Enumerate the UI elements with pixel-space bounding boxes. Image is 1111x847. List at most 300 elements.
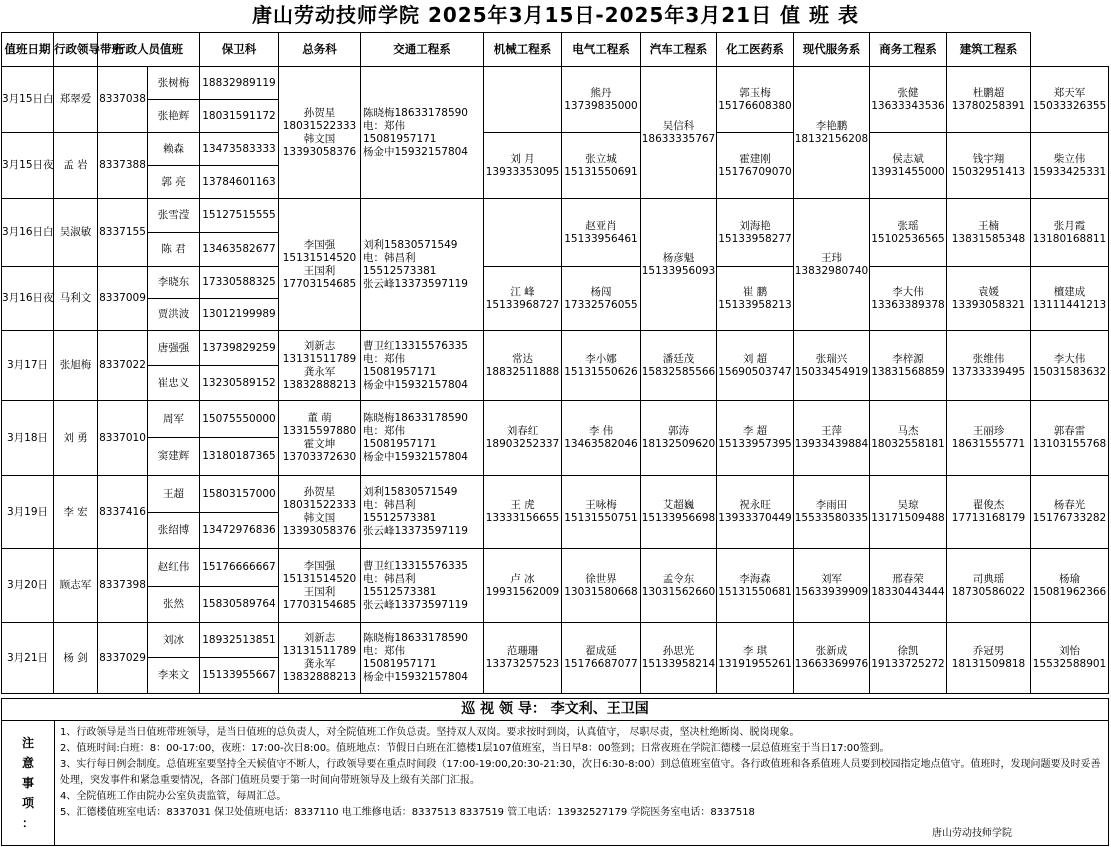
staff-name: 张艳辉 — [148, 100, 200, 133]
staff-name: 周军 — [148, 401, 200, 438]
dianqi-cell — [641, 476, 717, 549]
huagong-name: 李艳鹏 — [815, 119, 848, 132]
note-item: 4、全院值班工作由院办公室负责监管，每周汇总。 — [60, 791, 287, 802]
huagong-phone: 13832980740 — [794, 264, 869, 277]
baowei-line: 13393058376 — [282, 525, 357, 537]
table-row — [2, 476, 1109, 513]
shangwu-phone: 18131509818 — [951, 658, 1026, 670]
xiandai-cell — [870, 199, 947, 267]
leader-phone: 8337155 — [98, 199, 148, 267]
dianqi-name: 杨彦魁 — [662, 251, 695, 264]
jianzhu-cell — [1031, 401, 1109, 476]
notes-label-char: 意 — [21, 756, 34, 770]
zongwu-line: 杨金中15932157804 — [363, 671, 468, 683]
zongwu-line: 曹卫红13315576335 — [363, 339, 468, 352]
jixie-name: 李 伟 — [588, 425, 614, 437]
baowei-line: 韩文国 — [303, 512, 336, 524]
shangwu-name: 王楠 — [978, 219, 999, 232]
zongwu-line: 杨金中15932157804 — [363, 378, 468, 391]
baowei-line: 刘新志 — [303, 632, 336, 644]
staff-phone: 13472976836 — [200, 513, 279, 549]
leader-name: 顾志军 — [54, 549, 98, 623]
jixie-name: 王咏梅 — [585, 499, 617, 511]
baowei-cell — [279, 549, 361, 623]
leader-phone: 8337388 — [98, 133, 148, 199]
baowei-line: 李国强 — [303, 238, 336, 251]
zongwu-line: 曹卫红13315576335 — [363, 559, 468, 572]
zongwu-line: 张云峰13373597119 — [363, 525, 468, 537]
xiandai-name: 邢春荣 — [892, 572, 924, 585]
xiandai-cell — [870, 331, 947, 401]
jiaotong-phone: 13373257523 — [485, 658, 560, 670]
baowei-cell — [279, 476, 361, 549]
huagong-cell — [794, 401, 870, 476]
notes-label-char: ： — [21, 816, 34, 830]
baowei-line: 13393058376 — [282, 145, 357, 158]
huagong-cell — [794, 199, 870, 331]
xiandai-name: 张瑶 — [897, 219, 919, 232]
baowei-cell — [279, 401, 361, 476]
jiaotong-name: 江 峰 — [510, 285, 535, 298]
school-signature: 唐山劳动技师学院 — [932, 828, 1012, 839]
zongwu-line: 15512573381 — [363, 585, 437, 598]
shangwu-phone: 18730586022 — [951, 585, 1026, 598]
jianzhu-cell — [1031, 549, 1109, 623]
staff-phone: 15176666667 — [200, 549, 279, 587]
column-header: 机械工程系 — [484, 33, 562, 67]
huagong-phone: 18132156208 — [794, 132, 869, 145]
leader-name: 杨 剑 — [54, 623, 98, 694]
jixie-cell — [562, 401, 641, 476]
shangwu-name: 张维伟 — [972, 352, 1005, 365]
zongwu-line: 陈晓梅18633178590 — [363, 106, 468, 119]
staff-name: 贾洪波 — [148, 299, 200, 331]
jianzhu-cell — [1031, 623, 1109, 694]
zongwu-line: 电：韩昌利 — [363, 572, 416, 585]
table-row — [2, 549, 1109, 587]
zongwu-cell — [361, 476, 484, 549]
jianzhu-name: 郭春雷 — [1053, 425, 1086, 437]
zongwu-line: 电：韩昌利 — [363, 251, 416, 264]
qiche-phone: 13191955261 — [718, 658, 792, 670]
jianzhu-phone: 15933425331 — [1032, 165, 1107, 178]
huagong-name: 王萍 — [821, 425, 842, 437]
jixie-phone: 15133956461 — [564, 232, 638, 245]
qiche-cell — [717, 267, 794, 331]
staff-phone: 13739829259 — [200, 331, 279, 366]
shangwu-name: 王丽珍 — [972, 425, 1005, 437]
column-header: 建筑工程系 — [947, 33, 1031, 67]
jiaotong-name: 刘 月 — [510, 152, 535, 165]
notes-label-char: 事 — [21, 776, 34, 790]
shangwu-name: 乔冠男 — [972, 645, 1005, 657]
jixie-cell — [562, 623, 641, 694]
shangwu-cell — [947, 401, 1031, 476]
zongwu-line: 陈晓梅18633178590 — [363, 412, 468, 424]
staff-name: 陈 君 — [148, 233, 200, 267]
jianzhu-phone: 15081962366 — [1032, 585, 1107, 598]
qiche-cell — [717, 331, 794, 401]
leader-name: 吴淑敏 — [54, 199, 98, 267]
baowei-line: 13832888213 — [282, 378, 357, 391]
huagong-cell — [794, 623, 870, 694]
zongwu-line: 杨金中15932157804 — [363, 451, 468, 463]
baowei-line: 13131511789 — [282, 352, 357, 365]
baowei-cell — [279, 199, 361, 331]
zongwu-cell — [361, 401, 484, 476]
jiaotong-cell — [484, 67, 562, 133]
staff-phone: 13012199989 — [200, 299, 279, 331]
staff-phone: 18932513851 — [200, 623, 279, 658]
leader-phone: 8337416 — [98, 476, 148, 549]
xiandai-phone: 15102536565 — [871, 232, 945, 245]
shangwu-phone: 15032951413 — [951, 165, 1026, 178]
table-row — [2, 331, 1109, 366]
jixie-phone: 15176687077 — [564, 658, 638, 670]
staff-phone: 13230589152 — [200, 366, 279, 401]
xiandai-name: 侯志斌 — [892, 152, 924, 165]
zongwu-cell — [361, 331, 484, 401]
date-cell: 3月18日 — [2, 401, 54, 476]
jiaotong-name: 常达 — [512, 352, 533, 365]
zongwu-cell — [361, 67, 484, 199]
huagong-phone: 15533580335 — [794, 512, 869, 524]
huagong-name: 刘军 — [821, 572, 842, 585]
leader-phone: 8337398 — [98, 549, 148, 623]
column-header: 现代服务系 — [794, 33, 870, 67]
staff-phone: 15075550000 — [200, 401, 279, 438]
dianqi-cell — [641, 549, 717, 623]
jixie-cell — [562, 331, 641, 401]
baowei-line: 龚永军 — [303, 658, 336, 670]
jianzhu-cell — [1031, 476, 1109, 549]
dianqi-phone: 15133956698 — [641, 512, 716, 524]
baowei-line: 13131511789 — [282, 645, 357, 657]
jiaotong-phone: 18903252337 — [485, 438, 560, 450]
baowei-cell — [279, 67, 361, 199]
jiaotong-phone: 18832511888 — [485, 365, 560, 378]
jiaotong-cell — [484, 267, 562, 331]
staff-phone: 13473583333 — [200, 133, 279, 166]
jianzhu-name: 杨春光 — [1053, 499, 1086, 511]
jiaotong-phone: 13333156655 — [485, 512, 560, 524]
baowei-line: 李国强 — [303, 559, 336, 572]
jixie-phone: 13463582046 — [564, 438, 638, 450]
table-row — [2, 267, 1109, 299]
xiandai-cell — [870, 67, 947, 133]
duty-table — [1, 32, 1109, 694]
huagong-phone: 15633939909 — [794, 585, 869, 598]
jixie-cell — [562, 199, 641, 267]
qiche-name: 李 超 — [742, 425, 768, 437]
xiandai-phone: 18330443444 — [871, 585, 945, 598]
qiche-name: 郭玉梅 — [739, 86, 771, 99]
jianzhu-phone: 13111441213 — [1032, 298, 1107, 311]
shangwu-phone: 13780258391 — [951, 99, 1026, 112]
date-cell: 3月17日 — [2, 331, 54, 401]
qiche-phone: 15133957395 — [718, 438, 792, 450]
date-cell: 3月19日 — [2, 476, 54, 549]
notes-body — [60, 725, 1104, 821]
table-row — [2, 67, 1109, 100]
jixie-name: 赵亚肖 — [585, 219, 617, 232]
note-item: 5、汇德楼值班室电话：8337031 保卫处值班电话：8337110 电工维修电话：8337513 8337519 管工电话：13932527179 学院医务室电话：8337518 — [60, 807, 755, 818]
table-row — [2, 401, 1109, 438]
baowei-line: 17703154685 — [282, 598, 357, 611]
huagong-phone: 13663369976 — [794, 658, 869, 670]
zongwu-line: 刘利15830571549 — [363, 238, 458, 251]
jiaotong-cell — [484, 401, 562, 476]
jianzhu-name: 檀建成 — [1053, 285, 1086, 298]
jiaotong-phone: 13933353095 — [485, 165, 560, 178]
jixie-cell — [562, 133, 641, 199]
huagong-cell — [794, 476, 870, 549]
zongwu-line: 电：韩昌利 — [363, 499, 416, 511]
jixie-name: 张立城 — [585, 152, 617, 165]
zongwu-line: 15512573381 — [363, 512, 437, 524]
staff-name: 王超 — [148, 476, 200, 513]
huagong-name: 李雨田 — [815, 499, 848, 511]
staff-phone: 17330588325 — [200, 267, 279, 299]
qiche-phone: 15690503747 — [718, 365, 792, 378]
jiaotong-name: 刘春红 — [506, 425, 539, 437]
baowei-line: 13315597880 — [282, 425, 357, 437]
baowei-line: 韩文国 — [303, 132, 336, 145]
baowei-line: 18031522333 — [282, 499, 357, 511]
dianqi-phone: 15133958214 — [641, 658, 716, 670]
staff-name: 李来文 — [148, 658, 200, 694]
shangwu-cell — [947, 133, 1031, 199]
table-row — [2, 199, 1109, 233]
shangwu-name: 司典瑶 — [972, 572, 1005, 585]
column-header: 值班日期 — [2, 33, 54, 67]
staff-name: 张然 — [148, 587, 200, 623]
dianqi-phone: 13031562660 — [641, 585, 716, 598]
column-header: 总务科 — [279, 33, 361, 67]
jixie-name: 翟成延 — [585, 645, 617, 657]
qiche-cell — [717, 199, 794, 267]
baowei-line: 王国利 — [303, 585, 336, 598]
baowei-line: 17703154685 — [282, 277, 357, 290]
jianzhu-cell — [1031, 67, 1109, 133]
shangwu-cell — [947, 67, 1031, 133]
dianqi-phone: 18633335767 — [641, 132, 716, 145]
leader-name: 刘 勇 — [54, 401, 98, 476]
header-row — [2, 33, 1109, 67]
jixie-phone: 15131550626 — [564, 365, 638, 378]
staff-name: 赵红伟 — [148, 549, 200, 587]
dianqi-name: 吴信科 — [662, 119, 695, 132]
qiche-phone: 15176608380 — [718, 99, 792, 112]
baowei-line: 王国利 — [303, 264, 336, 277]
zongwu-line: 电：郑伟 — [363, 119, 405, 132]
jianzhu-phone: 15033326355 — [1032, 99, 1107, 112]
staff-name: 张树梅 — [148, 67, 200, 100]
leader-phone: 8337029 — [98, 623, 148, 694]
baowei-cell — [279, 331, 361, 401]
staff-phone: 18031591172 — [200, 100, 279, 133]
zongwu-line: 张云峰13373597119 — [363, 277, 468, 290]
qiche-cell — [717, 133, 794, 199]
jixie-phone: 17332576055 — [564, 298, 638, 311]
staff-name: 李晓东 — [148, 267, 200, 299]
staff-name: 郭 亮 — [148, 166, 200, 199]
baowei-line: 13703372630 — [282, 451, 357, 463]
shangwu-cell — [947, 476, 1031, 549]
huagong-phone: 15033454919 — [794, 365, 869, 378]
huagong-name: 王玮 — [821, 251, 842, 264]
leader-phone: 8337010 — [98, 401, 148, 476]
dianqi-name: 艾超巍 — [662, 499, 695, 511]
jixie-cell — [562, 67, 641, 133]
staff-phone: 15830589764 — [200, 587, 279, 623]
staff-name: 张绍博 — [148, 513, 200, 549]
baowei-line: 15131514520 — [282, 251, 357, 264]
date-cell: 3月21日 — [2, 623, 54, 694]
xiandai-cell — [870, 401, 947, 476]
huagong-cell — [794, 67, 870, 199]
jiaotong-name: 卢 冰 — [510, 572, 535, 585]
jianzhu-phone: 15176733282 — [1032, 512, 1107, 524]
staff-name: 张雪滢 — [148, 199, 200, 233]
xiandai-name: 李梓源 — [892, 352, 924, 365]
xiandai-phone: 13171509488 — [871, 512, 945, 524]
xiandai-name: 李大伟 — [892, 285, 924, 298]
qiche-cell — [717, 476, 794, 549]
table-row — [2, 623, 1109, 658]
xiandai-name: 徐凯 — [897, 645, 919, 657]
jiaotong-phone: 15133968727 — [485, 298, 560, 311]
jixie-cell — [562, 549, 641, 623]
shangwu-phone: 13733339495 — [951, 365, 1026, 378]
jiaotong-cell — [484, 133, 562, 199]
jiaotong-phone: 19931562009 — [485, 585, 560, 598]
dianqi-phone: 15133956093 — [641, 264, 716, 277]
xiandai-phone: 13831568859 — [871, 365, 945, 378]
leader-name: 孟 岩 — [54, 133, 98, 199]
staff-name: 窦建辉 — [148, 438, 200, 476]
zongwu-line: 电：郑伟 — [363, 352, 405, 365]
zongwu-line: 刘利15830571549 — [363, 486, 458, 498]
baowei-line: 董 萌 — [307, 412, 332, 424]
jianzhu-phone: 13180168811 — [1032, 232, 1107, 245]
jixie-name: 熊丹 — [590, 86, 612, 99]
jixie-phone: 15131550751 — [564, 512, 638, 524]
qiche-phone: 15133958277 — [718, 232, 792, 245]
dianqi-name: 孙思光 — [662, 645, 695, 657]
zongwu-cell — [361, 623, 484, 694]
leader-name: 马利文 — [54, 267, 98, 331]
notes-section — [1, 720, 1109, 846]
dianqi-name: 郭涛 — [668, 425, 689, 437]
shangwu-phone: 13393058321 — [951, 298, 1026, 311]
notes-label — [2, 721, 55, 845]
jianzhu-name: 张月霞 — [1053, 219, 1086, 232]
note-item: 2、值班时间:白班：8：00-17:00，夜班：17:00-次日8:00。值班地点：节假日白班在汇德楼1层107值班室，当日早8：00签到；日常夜班在学院汇德楼一层总值班室于当日17:00签到。 — [60, 743, 890, 754]
baowei-line: 18031522333 — [282, 119, 357, 132]
xiandai-name: 马杰 — [897, 425, 919, 437]
zongwu-line: 15081957171 — [363, 438, 437, 450]
qiche-phone: 15133958213 — [718, 298, 792, 311]
date-cell: 3月15日夜 — [2, 133, 54, 199]
staff-phone: 15127515555 — [200, 199, 279, 233]
huagong-cell — [794, 331, 870, 401]
dianqi-phone: 18132509620 — [641, 438, 716, 450]
zongwu-cell — [361, 549, 484, 623]
qiche-cell — [717, 623, 794, 694]
jianzhu-phone: 15532588901 — [1032, 658, 1107, 670]
xiandai-phone: 13931455000 — [871, 165, 945, 178]
date-cell: 3月16日白 — [2, 199, 54, 267]
staff-phone: 15133955667 — [200, 658, 279, 694]
staff-name: 赖森 — [148, 133, 200, 166]
jixie-name: 杨闯 — [590, 285, 612, 298]
baowei-line: 13832888213 — [282, 671, 357, 683]
shangwu-cell — [947, 199, 1031, 267]
jiaotong-cell — [484, 476, 562, 549]
leader-name: 李 宏 — [54, 476, 98, 549]
qiche-name: 霍建刚 — [739, 152, 771, 165]
notes-label-char: 注 — [21, 736, 34, 750]
huagong-phone: 13933439884 — [794, 438, 869, 450]
qiche-name: 李海森 — [739, 572, 771, 585]
jixie-phone: 15131550691 — [564, 165, 638, 178]
jianzhu-name: 柴立伟 — [1053, 152, 1086, 165]
dianqi-cell — [641, 67, 717, 199]
dianqi-phone: 15832585566 — [641, 365, 716, 378]
shangwu-name: 翟俊杰 — [972, 499, 1005, 511]
jianzhu-cell — [1031, 133, 1109, 199]
jixie-phone: 13031580668 — [564, 585, 638, 598]
zongwu-line: 张云峰13373597119 — [363, 598, 468, 611]
baowei-line: 刘新志 — [303, 339, 336, 352]
baowei-line: 霍文坤 — [303, 438, 336, 450]
column-header: 保卫科 — [200, 33, 279, 67]
notes-label-char: 项 — [21, 796, 34, 810]
shangwu-phone: 17713168179 — [951, 512, 1026, 524]
jianzhu-name: 郑天军 — [1053, 86, 1086, 99]
leader-name: 郑翠爱 — [54, 67, 98, 133]
leader-phone: 8337009 — [98, 267, 148, 331]
zongwu-line: 15081957171 — [363, 365, 437, 378]
qiche-name: 李 琪 — [742, 645, 768, 657]
zongwu-line: 杨金中15932157804 — [363, 145, 468, 158]
note-item: 1、行政领导是当日值班带班领导，是当日值班的总负责人，对全院值班工作负总责。坚持双人双岗。要求按时到岗，认真值守， 尽职尽责，坚决杜绝断岗、脱岗现象。 — [60, 727, 800, 738]
leader-phone: 8337022 — [98, 331, 148, 401]
jixie-cell — [562, 476, 641, 549]
staff-name: 刘冰 — [148, 623, 200, 658]
staff-phone: 13463582677 — [200, 233, 279, 267]
zongwu-line: 电：郑伟 — [363, 425, 405, 437]
qiche-cell — [717, 67, 794, 133]
jianzhu-phone: 15031583632 — [1032, 365, 1107, 378]
xiandai-name: 张健 — [897, 86, 919, 99]
qiche-name: 刘 超 — [742, 352, 768, 365]
note-item: 3、实行每日例会制度。总值班室要坚持全天候值守不断人，行政领导要在重点时间段（17:00-19:00,20:30-21:30，次日6:30-8:00）到总值班室值守。各行政值班和各系值班人员要到校园指定地点值守。值班时，发现问题要及时妥善处理，突发事件和紧急重要情况，各部门值班员要于第一时间向带班领导及上级有关部门汇报。 — [60, 759, 1101, 786]
xiandai-name: 吴琼 — [897, 499, 919, 511]
zongwu-line: 电：郑伟 — [363, 645, 405, 657]
staff-phone: 15803157000 — [200, 476, 279, 513]
staff-name: 崔忠义 — [148, 366, 200, 401]
jianzhu-cell — [1031, 331, 1109, 401]
jiaotong-cell — [484, 549, 562, 623]
shangwu-name: 杜鹏超 — [972, 86, 1005, 99]
dianqi-cell — [641, 623, 717, 694]
date-cell: 3月15日白 — [2, 67, 54, 133]
qiche-phone: 13933370449 — [718, 512, 792, 524]
jiaotong-name: 范珊珊 — [506, 645, 539, 657]
shangwu-name: 钱宇翔 — [972, 152, 1005, 165]
